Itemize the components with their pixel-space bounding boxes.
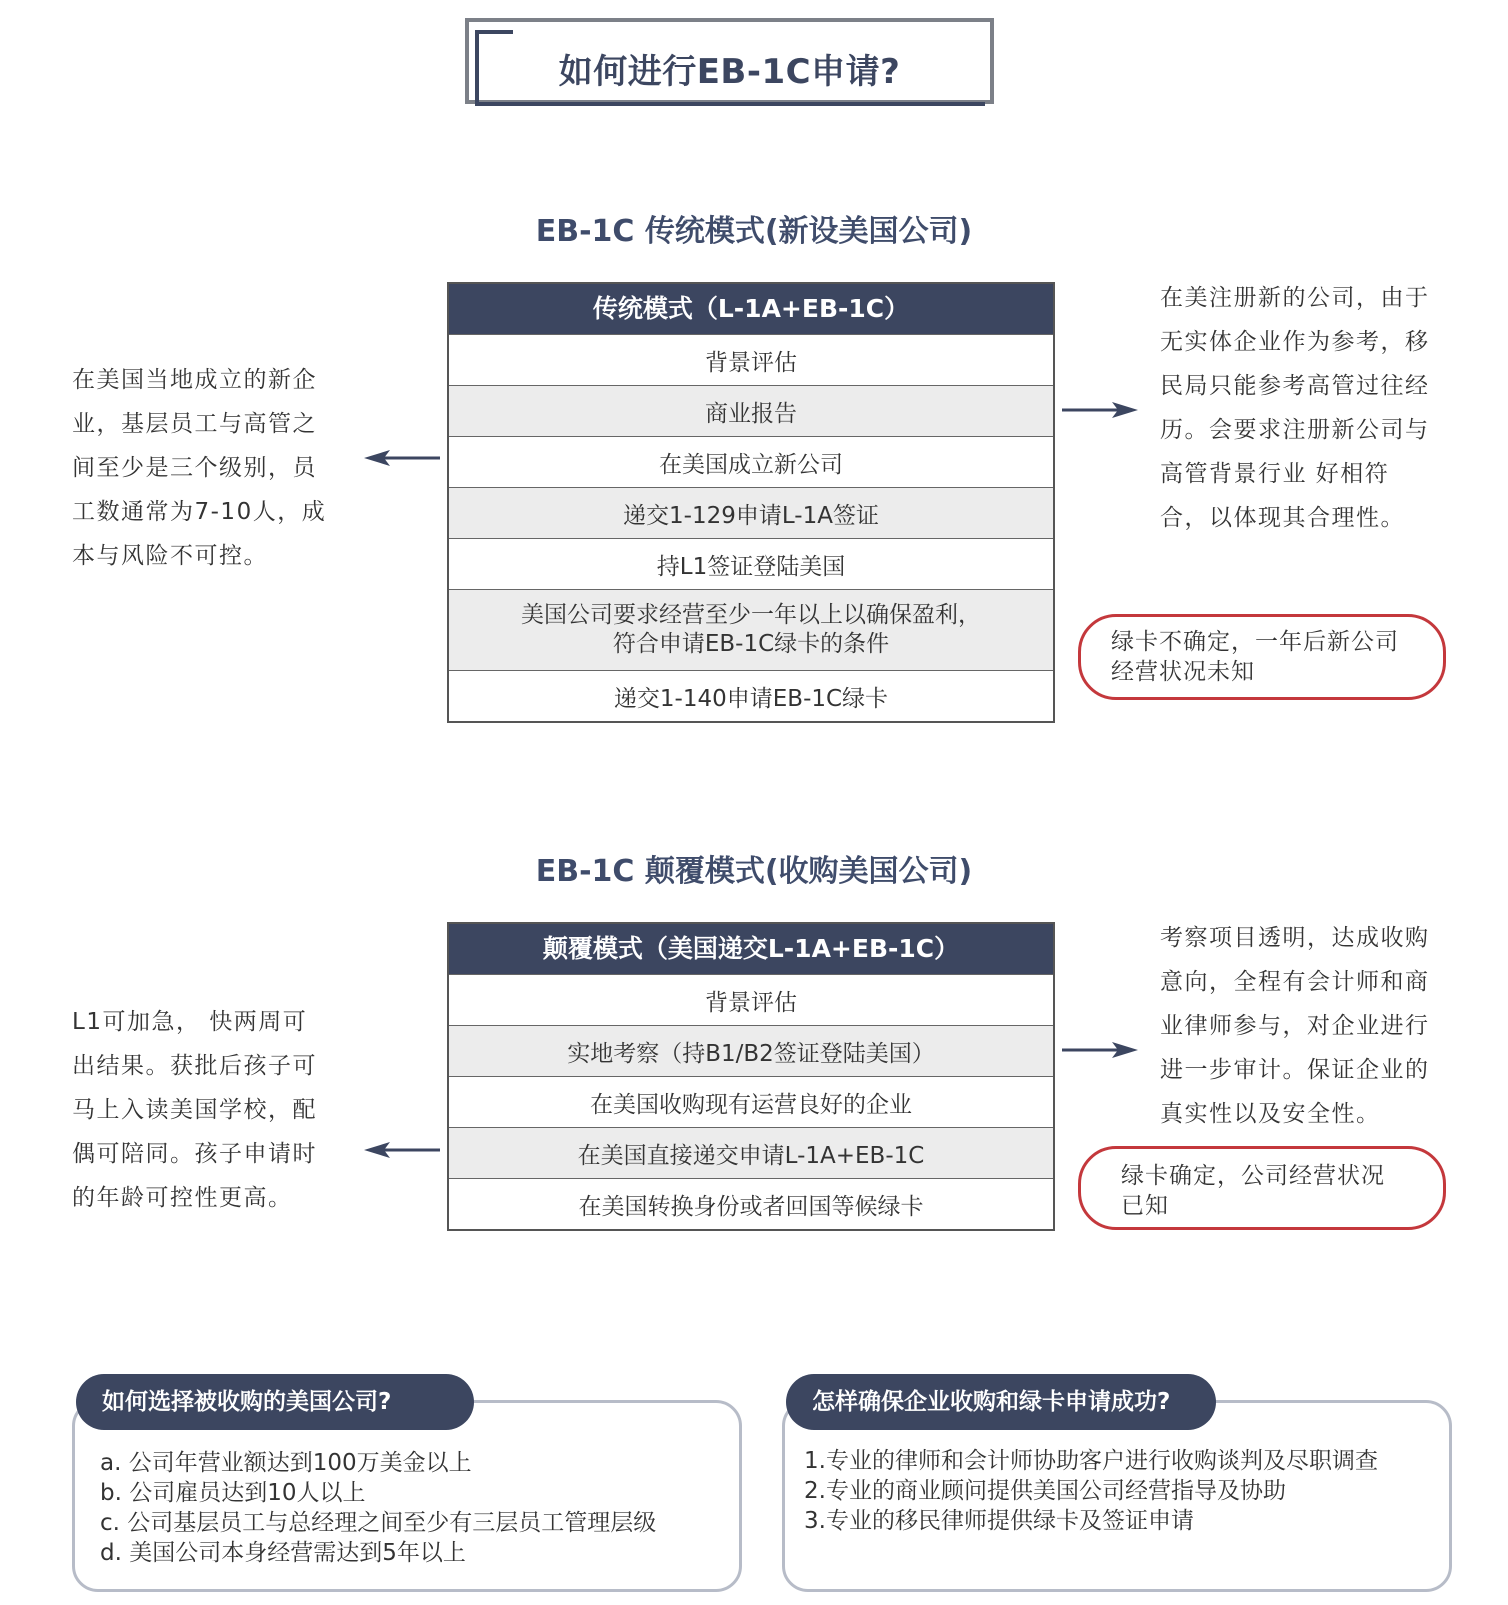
disruptive-right-note: [1160, 916, 1480, 1136]
table-header: 颠覆模式（美国递交L-1A+EB-1C）: [449, 924, 1053, 974]
table-row: [449, 487, 1053, 538]
note-line: 考察项目透明，达成收购: [1160, 925, 1430, 951]
note-line: L1可加急， 快两周可: [72, 1009, 308, 1035]
note-line: 真实性以及安全性。: [1160, 1101, 1381, 1127]
list-item: d. 美国公司本身经营需达到5年以上: [100, 1540, 466, 1566]
step-label: 在美国转换身份或者回国等候绿卡: [578, 1193, 924, 1220]
step-label: 符合申请EB-1C绿卡的条件: [612, 631, 890, 657]
table-row: [449, 1076, 1053, 1127]
note-line: 无实体企业作为参考，移: [1160, 329, 1430, 355]
table-row: [449, 436, 1053, 487]
pill-line: 已知: [1121, 1193, 1169, 1219]
step-label: 在美国直接递交申请L-1A+EB-1C: [577, 1142, 925, 1169]
step-label: 实地考察（持B1/B2签证登陆美国）: [567, 1040, 935, 1067]
table-row: [449, 1127, 1053, 1178]
section-title-disruptive: EB-1C 颠覆模式(收购美国公司): [535, 854, 973, 889]
note-line: 在美国当地成立的新企: [72, 367, 317, 393]
table-row: [449, 385, 1053, 436]
title-frame-accent: [475, 102, 985, 106]
pill-line: 绿卡确定，公司经营状况: [1121, 1163, 1385, 1189]
note-line: 民局只能参考高管过往经: [1160, 373, 1430, 399]
table-row: [449, 974, 1053, 1025]
pill-line: 绿卡不确定，一年后新公司: [1111, 629, 1399, 655]
note-line: 间至少是三个级别，员: [72, 455, 317, 481]
list-item: c. 公司基层员工与总经理之间至少有三层员工管理层级: [100, 1510, 657, 1536]
title-frame-accent: [475, 30, 513, 34]
card-select-company-title: 如何选择被收购的美国公司?: [76, 1374, 474, 1430]
table-header: 传统模式（L-1A+EB-1C）: [449, 284, 1053, 334]
note-line: 的年龄可控性更高。: [72, 1185, 293, 1211]
step-label: 在美国成立新公司: [659, 451, 843, 478]
step-label: 美国公司要求经营至少一年以上以确保盈利，: [521, 602, 981, 628]
card-ensure-success-title: 怎样确保企业收购和绿卡申请成功?: [786, 1374, 1216, 1430]
list-item: 1.专业的律师和会计师协助客户进行收购谈判及尽职调查: [804, 1448, 1378, 1474]
step-label: 商业报告: [705, 400, 797, 427]
table-row: [449, 538, 1053, 589]
card-ensure-success-list: [804, 1446, 1378, 1536]
note-line: 合，以体现其合理性。: [1160, 505, 1405, 531]
step-label: 背景评估: [705, 349, 797, 376]
main-title-box: [465, 18, 1000, 104]
traditional-right-note: [1160, 276, 1480, 540]
table-row: [449, 1178, 1053, 1229]
note-line: 出结果。获批后孩子可: [72, 1053, 317, 1079]
list-item: 2.专业的商业顾问提供美国公司经营指导及协助: [804, 1478, 1286, 1504]
list-item: a. 公司年营业额达到100万美金以上: [100, 1450, 472, 1476]
step-label: 递交1-140申请EB-1C绿卡: [613, 685, 889, 712]
arrow-right-icon: [1060, 1038, 1140, 1062]
note-line: 进一步审计。保证企业的: [1160, 1057, 1430, 1083]
traditional-left-note: [72, 358, 362, 578]
note-line: 历。会要求注册新公司与: [1160, 417, 1430, 443]
note-line: 偶可陪同。孩子申请时: [72, 1141, 317, 1167]
table-row: [449, 334, 1053, 385]
step-label: 在美国收购现有运营良好的企业: [590, 1091, 912, 1118]
arrow-right-icon: [1060, 398, 1140, 422]
note-line: 业律师参与，对企业进行: [1160, 1013, 1430, 1039]
arrow-left-icon: [362, 446, 442, 470]
step-label: 背景评估: [705, 989, 797, 1016]
note-line: 马上入读美国学校，配: [72, 1097, 317, 1123]
arrow-left-icon: [362, 1138, 442, 1162]
traditional-pill-note: [1078, 614, 1446, 700]
note-line: 业，基层员工与高管之: [72, 411, 317, 437]
card-select-company-list: [100, 1448, 656, 1568]
note-line: 在美注册新的公司，由于: [1160, 285, 1430, 311]
disruptive-left-note: [72, 1000, 362, 1220]
list-item: 3.专业的移民律师提供绿卡及签证申请: [804, 1508, 1194, 1534]
section-title-traditional: EB-1C 传统模式(新设美国公司): [535, 214, 973, 249]
list-item: b. 公司雇员达到10人以上: [100, 1480, 366, 1506]
note-line: 意向，全程有会计师和商: [1160, 969, 1430, 995]
disruptive-pill-note: [1078, 1146, 1446, 1230]
step-label: 递交1-129申请L-1A签证: [623, 502, 879, 529]
table-row: [449, 1025, 1053, 1076]
table-row: [449, 670, 1053, 721]
table-row: [449, 589, 1053, 670]
traditional-flow-table: [447, 282, 1055, 723]
disruptive-flow-table: [447, 922, 1055, 1231]
main-title: 如何进行EB-1C申请?: [558, 52, 901, 92]
note-line: 工数通常为7-10人，成: [72, 499, 327, 525]
pill-line: 经营状况未知: [1111, 659, 1255, 685]
note-line: 本与风险不可控。: [72, 543, 268, 569]
step-label: 持L1签证登陆美国: [656, 553, 846, 580]
note-line: 高管背景行业 好相符: [1160, 461, 1390, 487]
